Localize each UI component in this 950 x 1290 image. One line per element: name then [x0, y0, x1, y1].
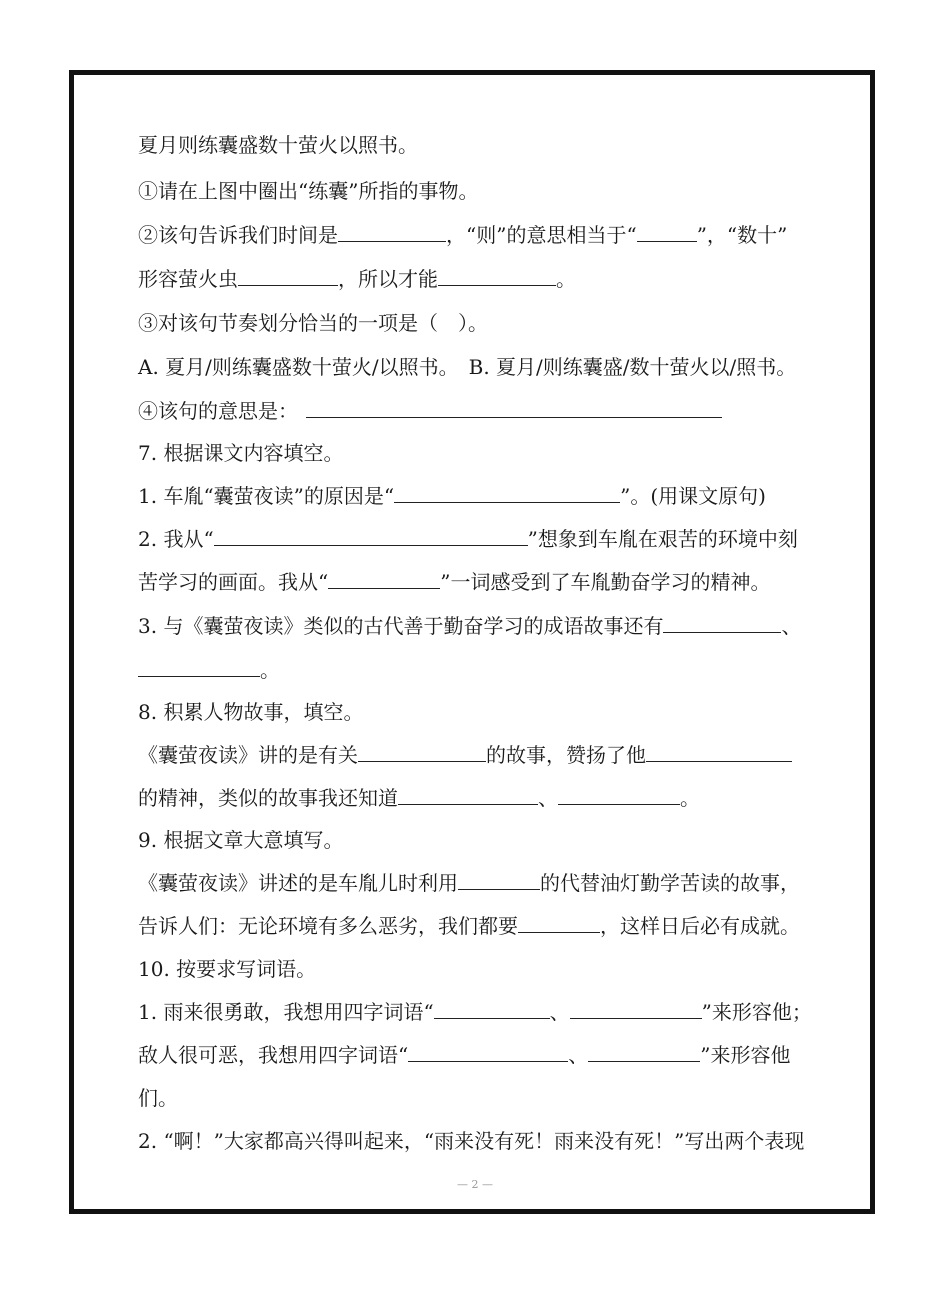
question-heading: 8. 积累人物故事，填空。: [138, 700, 364, 724]
text-line: 们。: [138, 1086, 178, 1110]
answer-blank[interactable]: [646, 741, 792, 762]
answer-blank[interactable]: [138, 656, 260, 677]
answer-blank[interactable]: [570, 998, 702, 1019]
text-line: 《囊萤夜读》讲述的是车胤儿时利用 的代替油灯勤学苦读的故事，: [138, 871, 800, 895]
answer-blank[interactable]: [637, 221, 697, 242]
page-number: — 2 —: [457, 1178, 493, 1191]
answer-blank[interactable]: [408, 1041, 568, 1062]
answer-blank[interactable]: [663, 612, 781, 633]
answer-blank[interactable]: [338, 221, 446, 242]
answer-blank[interactable]: [306, 397, 722, 418]
answer-blank[interactable]: [438, 265, 556, 286]
text-line: 3. 与《囊萤夜读》类似的古代善于勤奋学习的成语故事还有 、: [138, 614, 802, 638]
text-line: 。: [138, 656, 280, 684]
text-line: 《囊萤夜读》讲的是有关 的故事，赞扬了他: [138, 741, 792, 769]
text-line: 2. “啊！”大家都高兴得叫起来，“雨来没有死！雨来没有死！”写出两个表现: [138, 1129, 805, 1153]
text-line: 的精神，类似的故事我还知道 、 。: [138, 786, 700, 810]
text-line: 敌人很可恶，我想用四字词语“ 、 ”来形容他: [138, 1043, 791, 1067]
question-heading: 9. 根据文章大意填写。: [138, 828, 344, 852]
answer-blank[interactable]: [214, 525, 528, 546]
text-line: 苦学习的画面。我从“ ”一词感受到了车胤勤奋学习的精神。: [138, 570, 771, 594]
question-heading: 10. 按要求写词语。: [138, 957, 317, 981]
text-line: ④该句的意思是：: [138, 397, 722, 425]
text-line: 1. 雨来很勇敢，我想用四字词语“ 、 ”来形容他；: [138, 1000, 812, 1024]
text-line: 夏月则练囊盛数十萤火以照书。: [138, 133, 418, 157]
answer-blank[interactable]: [588, 1041, 700, 1062]
text-line: ①请在上图中圈出“练囊”所指的事物。: [138, 179, 479, 203]
text-line: 形容萤火虫 ，所以才能 。: [138, 267, 576, 291]
question-heading: 7. 根据课文内容填空。: [138, 441, 344, 465]
answer-blank[interactable]: [328, 568, 440, 589]
answer-blank[interactable]: [394, 482, 620, 503]
text-line: 2. 我从“ ”想象到车胤在艰苦的环境中刻: [138, 527, 798, 551]
answer-blank[interactable]: [458, 869, 540, 890]
answer-blank[interactable]: [434, 998, 550, 1019]
text-line: A. 夏月/则练囊盛数十萤火/以照书。 B. 夏月/则练囊盛/数十萤火以/照书。: [138, 355, 797, 379]
text-line: ②该句告诉我们时间是 ，“则”的意思相当于“ ”，“数十”: [138, 223, 788, 247]
answer-blank[interactable]: [518, 912, 600, 933]
text-line: ③对该句节奏划分恰当的一项是（ ）。: [138, 311, 488, 335]
answer-blank[interactable]: [398, 784, 538, 805]
answer-blank[interactable]: [358, 741, 486, 762]
answer-blank[interactable]: [238, 265, 338, 286]
text-line: 告诉人们：无论环境有多么恶劣，我们都要 ，这样日后必有成就。: [138, 914, 800, 938]
answer-blank[interactable]: [558, 784, 680, 805]
text-line: 1. 车胤“囊萤夜读”的原因是“ ”。(用课文原句): [138, 484, 766, 508]
